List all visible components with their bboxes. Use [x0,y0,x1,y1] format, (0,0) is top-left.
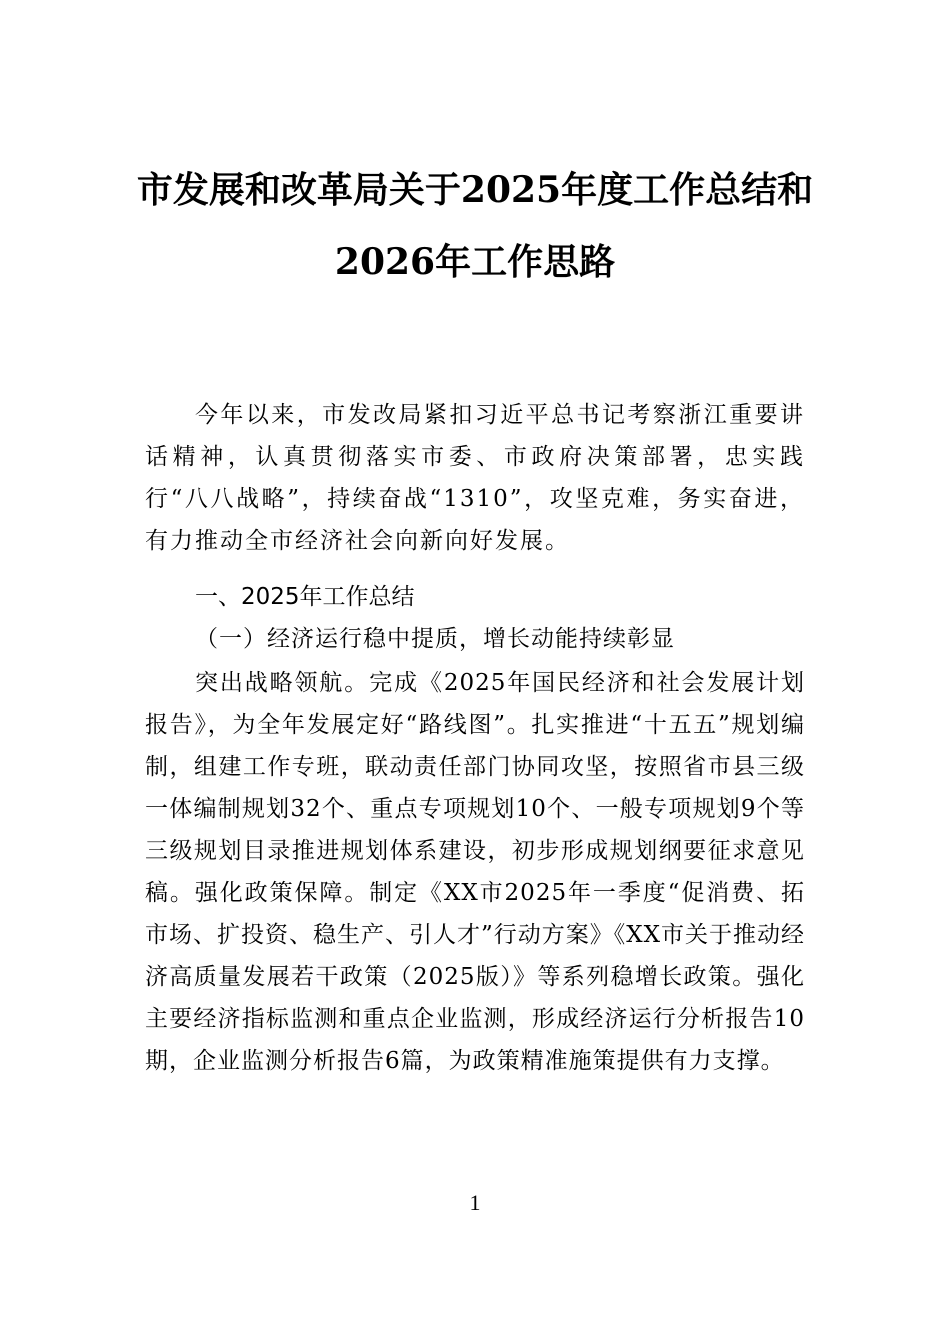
document-title-line-2: 2026年工作思路 [334,241,616,283]
section-heading: 一、2025年工作总结 [195,584,415,610]
page-number: 1 [469,1190,481,1215]
intro-paragraph: 今年以来，市发改局紧扣习近平总书记考察浙江重要讲话精神，认真贯彻落实市委、市政府决策部署，忠实践行“八八战略”，持续奋战“1310”，攻坚克难，务实奋进，有力推动全市经济社会向新向好发展。 [145,402,805,554]
document-title-line-1: 市发展和改革局关于2025年度工作总结和 [136,169,814,211]
subsection-heading: （一）经济运行稳中提质，增长动能持续彰显 [195,626,675,652]
body-paragraph: 突出战略领航。完成《2025年国民经济和社会发展计划报告》，为全年发展定好“路线图”。扎实推进“十五五”规划编制，组建工作专班，联动责任部门协同攻坚，按照省市县三级一体编制规划32个、重点专项规划10个、一般专项规划9个等三级规划目录推进规划体系建设，初步形成规划纲要征求意见稿。强化政策保障。制定《XX市2025年一季度“促消费、拓市场、扩投资、稳生产、引人才”行动方案》《XX市关于推动经济高质量发展若干政策（2025版）》等系列稳增长政策。强化主要经济指标监测和重点企业监测，形成经济运行分析报告10期，企业监测分析报告6篇，为政策精准施策提供有力支撑。 [145,670,806,1074]
